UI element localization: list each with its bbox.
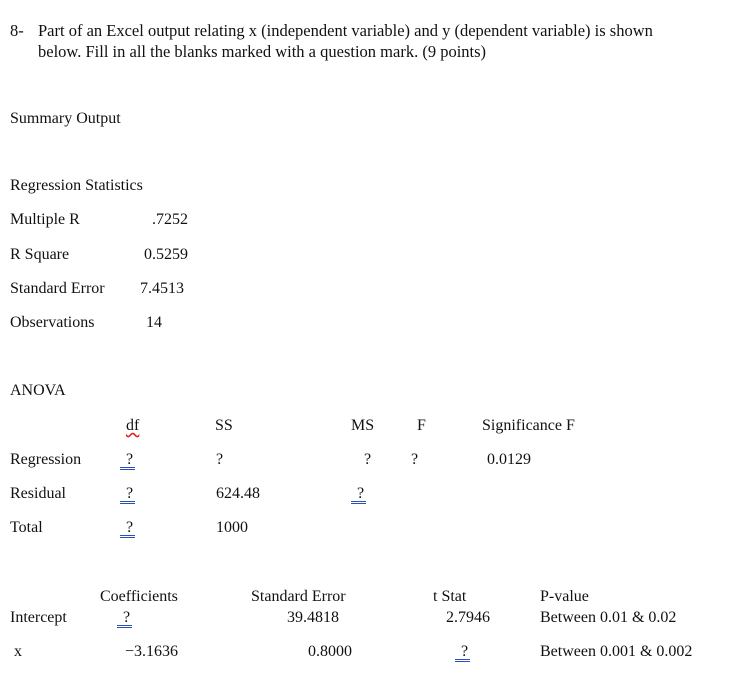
observations-value: 14 <box>146 314 162 331</box>
intercept-t-stat: 2.7946 <box>446 609 490 626</box>
coef-header-p-value: P-value <box>540 588 589 605</box>
x-t-stat-blank <box>455 643 470 662</box>
anova-header-f: F <box>417 417 426 434</box>
blank-mark: ? <box>120 487 135 504</box>
x-standard-error: 0.8000 <box>308 643 352 660</box>
r-square-value: 0.5259 <box>144 246 188 263</box>
intercept-p-value: Between 0.01 & 0.02 <box>540 609 677 626</box>
intercept-coefficient-blank <box>117 609 132 628</box>
coef-header-coefficients: Coefficients <box>100 588 178 605</box>
anova-total-ss: 1000 <box>216 519 248 536</box>
anova-header-significance-f: Significance F <box>482 417 575 434</box>
question-number: 8- <box>10 21 24 40</box>
blank-mark: ? <box>120 521 135 538</box>
coef-header-t-stat: t Stat <box>433 588 467 605</box>
blank-mark: ? <box>120 453 135 470</box>
observations-label: Observations <box>10 314 95 331</box>
x-p-value: Between 0.001 & 0.002 <box>540 643 693 660</box>
x-coefficient: −3.1636 <box>125 643 179 660</box>
question-line-2: below. Fill in all the blanks marked with a question mark. (9 points) <box>38 42 487 61</box>
anova-residual-ms-blank <box>351 485 366 504</box>
anova-header-ss: SS <box>215 417 233 434</box>
blank-mark: ? <box>351 487 366 504</box>
summary-output-title: Summary Output <box>10 110 121 127</box>
blank-mark: ? <box>455 645 470 662</box>
anova-regression-f-blank: ? <box>411 451 419 468</box>
r-square-label: R Square <box>10 246 70 263</box>
anova-residual-df-blank <box>120 485 135 504</box>
anova-header-ms: MS <box>351 417 375 434</box>
anova-title: ANOVA <box>10 382 66 399</box>
anova-regression-df-blank <box>120 451 135 470</box>
anova-regression-ss-blank: ? <box>216 451 224 468</box>
question-line-1: Part of an Excel output relating x (independent variable) and y (dependent variable) is shown <box>38 21 653 40</box>
x-label: x <box>14 643 22 660</box>
anova-regression-significance-f: 0.0129 <box>487 451 531 468</box>
intercept-label: Intercept <box>10 609 67 626</box>
multiple-r-value: .7252 <box>152 211 188 228</box>
anova-regression-ms-blank: ? <box>364 451 372 468</box>
standard-error-label: Standard Error <box>10 280 105 297</box>
anova-residual-ss: 624.48 <box>216 485 260 502</box>
coef-header-standard-error: Standard Error <box>251 588 346 605</box>
anova-residual-label: Residual <box>10 485 66 502</box>
anova-regression-label: Regression <box>10 451 82 468</box>
blank-mark: ? <box>117 611 132 628</box>
regression-statistics-header: Regression Statistics <box>10 177 143 194</box>
multiple-r-label: Multiple R <box>10 211 80 228</box>
standard-error-value: 7.4513 <box>140 280 184 297</box>
anova-header-df: df <box>126 417 140 434</box>
anova-total-df-blank <box>120 519 135 538</box>
anova-total-label: Total <box>10 519 43 536</box>
intercept-standard-error: 39.4818 <box>287 609 339 626</box>
